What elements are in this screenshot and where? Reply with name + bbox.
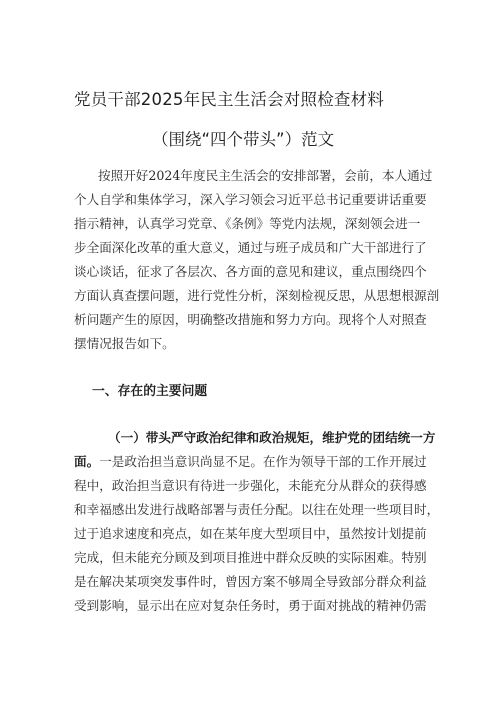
- document-subtitle: （围绕“四个带头”）范文: [152, 130, 335, 149]
- intro-line: 谈心谈话，征求了各层次、各方面的意见和建议，重点围绕四个: [74, 264, 427, 279]
- section-heading: 一、存在的主要问题: [92, 384, 208, 399]
- subsection-heading-text: （一）带头严守政治纪律和政治规矩，维护党的团结统一方: [108, 430, 436, 445]
- subsection-heading-end: 面。: [74, 454, 100, 469]
- intro-line: 析问题产生的原因，明确整改措施和努力方向。现将个人对照查: [74, 312, 427, 327]
- intro-line: 步全面深化改革的重大意义，通过与班子成员和广大干部进行了: [74, 240, 427, 255]
- document-title: 党员干部2025年民主生活会对照检查材料: [74, 90, 384, 109]
- body-line: 受到影响，显示出在应对复杂任务时，勇于面对挑战的精神仍需: [74, 598, 427, 613]
- intro-line: 摆情况报告如下。: [74, 336, 175, 351]
- body-line: 是在解决某项突发事件时，曾因方案不够周全导致部分群众利益: [74, 574, 427, 589]
- body-line: 完成，但未能充分顾及到项目推进中群众反映的实际困难。特别: [74, 550, 427, 565]
- body-line: 和幸福感出发进行战略部署与责任分配。以往在处理一些项目时，: [74, 502, 440, 517]
- body-line: 程中，政治担当意识有待进一步强化，未能充分从群众的获得感: [74, 478, 427, 493]
- body-text: 一是政治担当意识尚显不足。在作为领导干部的工作开展过: [99, 454, 427, 469]
- intro-line: 方面认真查摆问题，进行党性分析，深刻检视反思，从思想根源剖: [74, 288, 440, 303]
- intro-line: 指示精神，认真学习党章、《条例》等党内法规，深刻领会进一: [74, 216, 421, 231]
- intro-line: 按照开好2024年度民主生活会的安排部署，会前，本人通过: [98, 168, 433, 183]
- subsection-heading: [108, 428, 435, 448]
- body-line: 过于追求速度和亮点，如在某年度大型项目中，虽然按计划提前: [74, 526, 427, 541]
- intro-line: 个人自学和集体学习，深入学习领会习近平总书记重要讲话重要: [74, 192, 427, 207]
- body-line: [74, 452, 427, 472]
